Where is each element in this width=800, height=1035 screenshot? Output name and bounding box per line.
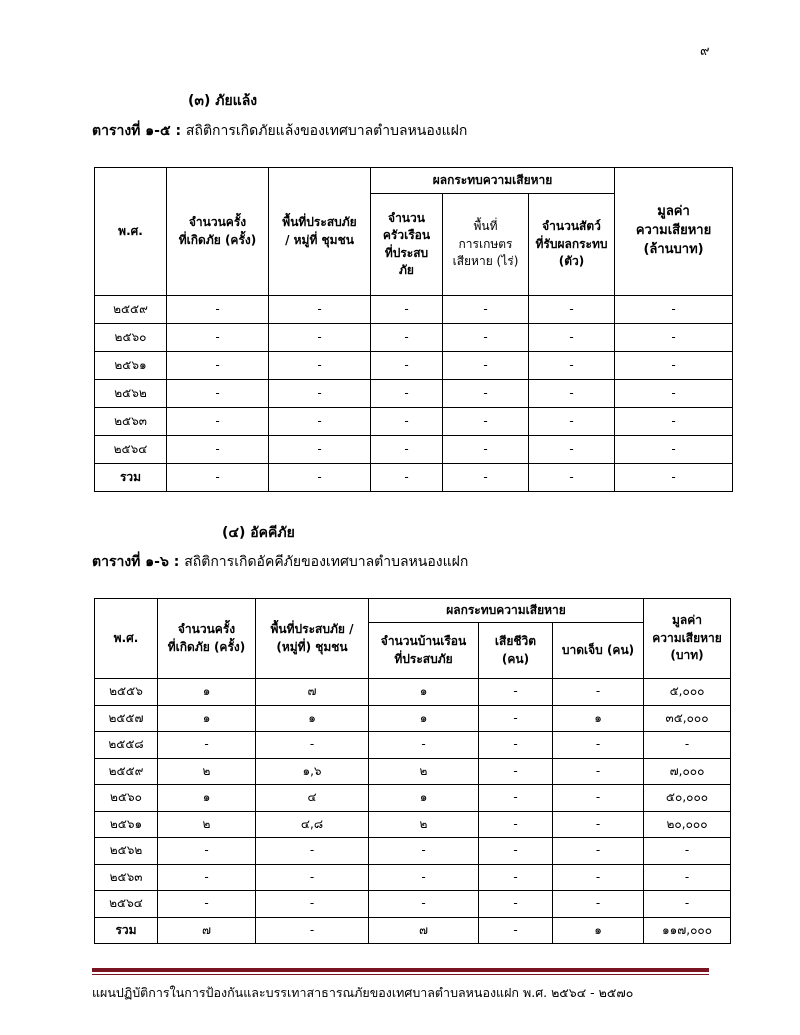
table-cell: - [529,380,615,408]
table-cell: - [167,380,269,408]
year-cell: ๒๕๖๔ [95,436,167,464]
table-cell: - [479,891,553,918]
table-cell: - [371,380,443,408]
header-households-line4: ภัย [399,262,414,277]
table-row [95,296,733,324]
table-cell: ๑๑๗,๐๐๐ [644,917,731,944]
table-cell: ๒ [369,758,479,785]
table-cell: - [529,408,615,436]
table-cell: - [158,891,256,918]
table-cell: - [529,296,615,324]
drought-table [94,167,733,492]
header-area [256,599,369,679]
header-farmland-line2: การเกษตร [458,236,513,251]
table-cell: ๗ [158,917,256,944]
table-cell: - [443,408,529,436]
header-year: พ.ศ. [95,599,158,679]
header-households-line2: ครัวเรือน [382,228,431,243]
year-cell: รวม [95,917,158,944]
table-row [95,705,731,732]
table-cell: - [158,838,256,865]
header-households-line1: จำนวน [388,210,425,225]
table-cell: - [256,864,369,891]
header-deaths-line2: (คน) [501,651,530,666]
table-cell: - [369,838,479,865]
header-area [269,168,371,296]
table-cell: - [369,732,479,759]
table-cell: ๑ [158,679,256,706]
table-cell: - [167,436,269,464]
table-row [95,408,733,436]
table-cell: - [529,324,615,352]
header-area-line1: พื้นที่ประสบภัย / [270,622,354,637]
table-cell: - [167,352,269,380]
year-cell: ๒๕๖๔ [95,891,158,918]
year-cell: ๒๕๕๖ [95,679,158,706]
table-cell: - [553,758,644,785]
table-cell: - [167,464,269,492]
table-cell: - [615,436,733,464]
header-farmland [443,194,529,296]
header-injured: บาดเจ็บ (คน) [553,623,644,679]
year-cell: รวม [95,464,167,492]
table-cell: - [158,732,256,759]
header-value [644,599,731,679]
header-year: พ.ศ. [95,168,167,296]
table-cell: - [167,324,269,352]
table-row [95,464,733,492]
table-row [95,891,731,918]
table-row [95,380,733,408]
table-caption-drought [92,120,467,142]
footer-rule [92,968,709,975]
header-value-line3: (ล้านบาท) [643,241,704,257]
table-row [95,838,731,865]
table-cell: - [479,679,553,706]
header-impact: ผลกระทบความเสียหาย [369,599,644,623]
header-area-line2: (หมู่ที่) ชุมชน [276,639,348,654]
header-houses-line2: ที่ประสบภัย [394,651,453,666]
table-cell: - [615,408,733,436]
header-value-line1: มูลค่า [657,204,690,220]
year-cell: ๒๕๖๒ [95,838,158,865]
table-cell: ๑ [158,785,256,812]
header-deaths [479,623,553,679]
year-cell: ๒๕๖๑ [95,352,167,380]
table-cell: - [553,732,644,759]
table-row [95,917,731,944]
table-cell: - [479,864,553,891]
header-houses [369,623,479,679]
table-cell: - [369,891,479,918]
table-cell: ๕๐,๐๐๐ [644,785,731,812]
table-cell: - [443,380,529,408]
footer-text: แผนปฏิบัติการในการป้องกันและบรรเทาสาธารณภัยของเทศบาลตำบลหนองแฝก พ.ศ. ๒๕๖๔ - ๒๕๗๐ [92,985,634,1000]
table-cell: - [371,324,443,352]
year-cell: ๒๕๕๗ [95,705,158,732]
year-cell: ๒๕๕๙ [95,296,167,324]
table-cell: ๗ [256,679,369,706]
year-cell: ๒๕๖๐ [95,785,158,812]
table-cell: - [615,296,733,324]
table-cell: - [269,380,371,408]
table-cell: - [553,891,644,918]
table-row [95,758,731,785]
table-cell: - [644,838,731,865]
table-cell: ๑ [369,785,479,812]
table-cell: - [369,864,479,891]
table-cell: - [167,408,269,436]
table-cell: ๒ [369,811,479,838]
header-houses-line1: จำนวนบ้านเรือน [380,634,467,649]
table-cell: - [479,785,553,812]
table-cell: - [167,296,269,324]
fire-table-body [95,679,731,944]
header-animals-line2: ที่รับผลกระทบ [535,236,608,251]
section-heading-drought: (๓) ภัยแล้ง [188,93,258,109]
table-cell: ๑ [553,705,644,732]
header-value-line2: ความเสียหาย [652,630,722,645]
table-cell: - [479,838,553,865]
year-cell: ๒๕๖๑ [95,811,158,838]
table-cell: - [256,891,369,918]
table-cell: ๒ [158,811,256,838]
table-cell: - [443,296,529,324]
table-cell: - [443,436,529,464]
year-cell: ๒๕๖๐ [95,324,167,352]
table-cell: - [269,464,371,492]
header-value-line1: มูลค่า [672,613,703,628]
table-row [95,864,731,891]
table-cell: ๗,๐๐๐ [644,758,731,785]
table-row [95,679,731,706]
table-caption-label: ตารางที่ ๑-๖ : [92,554,180,570]
year-cell: ๒๕๖๒ [95,380,167,408]
table-row [95,785,731,812]
table-cell: ๑ [158,705,256,732]
table-cell: ๑,๖ [256,758,369,785]
header-area-line1: พื้นที่ประสบภัย [282,215,357,230]
header-count-line2: ที่เกิดภัย (ครั้ง) [167,639,246,654]
table-cell: - [615,324,733,352]
year-cell: ๒๕๖๓ [95,408,167,436]
table-cell: ๑ [369,705,479,732]
table-cell: - [269,408,371,436]
table-cell: - [443,464,529,492]
table-cell: - [615,352,733,380]
table-row [95,352,733,380]
table-cell: - [644,891,731,918]
table-cell: - [371,464,443,492]
table-cell: ๑ [553,917,644,944]
table-cell: - [371,436,443,464]
header-area-line2: / หมู่ที่ ชุมชน [285,232,354,247]
table-cell: - [443,324,529,352]
header-count-line1: จำนวนครั้ง [188,215,247,230]
table-cell: - [443,352,529,380]
table-cell: - [553,864,644,891]
table-cell: - [479,917,553,944]
table-cell: - [269,352,371,380]
table-cell: - [371,296,443,324]
table-cell: - [479,811,553,838]
year-cell: ๒๕๖๓ [95,864,158,891]
header-count [158,599,256,679]
table-caption-fire [92,551,468,573]
table-cell: ๕,๐๐๐ [644,679,731,706]
header-animals [529,194,615,296]
section-heading-fire: (๔) อัคคีภัย [222,525,295,541]
header-count-line2: ที่เกิดภัย (ครั้ง) [178,232,257,247]
table-cell: - [269,296,371,324]
table-cell: - [615,380,733,408]
header-count [167,168,269,296]
table-cell: - [479,758,553,785]
drought-table-body [95,296,733,492]
table-cell: ๑ [369,679,479,706]
table-caption-text: สถิติการเกิดอัคคีภัยของเทศบาลตำบลหนองแฝก [184,554,469,570]
header-farmland-line1: พื้นที่ [473,219,498,234]
table-cell: - [256,732,369,759]
table-cell: ๒ [158,758,256,785]
table-cell: - [553,785,644,812]
table-cell: ๔,๘ [256,811,369,838]
table-row [95,811,731,838]
table-row [95,324,733,352]
table-cell: - [529,436,615,464]
year-cell: ๒๕๕๘ [95,732,158,759]
header-animals-line3: (ตัว) [558,254,585,269]
table-cell: - [371,408,443,436]
table-cell: - [553,811,644,838]
header-value-line2: ความเสียหาย [635,223,712,239]
header-deaths-line1: เสียชีวิต [494,634,537,649]
table-caption-text: สถิติการเกิดภัยแล้งของเทศบาลตำบลหนองแฝก [185,123,468,139]
header-households-line3: ที่ประสบ [384,245,429,260]
header-farmland-line3: เสียหาย (ไร่) [452,254,519,269]
table-cell: - [529,352,615,380]
table-cell: ๓๕,๐๐๐ [644,705,731,732]
table-cell: - [553,679,644,706]
table-cell: - [615,464,733,492]
table-cell: - [256,917,369,944]
header-animals-line1: จำนวนสัตว์ [542,219,601,234]
table-cell: ๔ [256,785,369,812]
table-cell: ๒๐,๐๐๐ [644,811,731,838]
table-cell: - [553,838,644,865]
header-value [615,168,733,296]
table-cell: - [529,464,615,492]
table-caption-label: ตารางที่ ๑-๕ : [92,123,182,139]
table-cell: - [371,352,443,380]
year-cell: ๒๕๕๙ [95,758,158,785]
page-number: ๙ [700,44,710,59]
fire-table [94,598,731,944]
table-cell: - [644,864,731,891]
table-row [95,732,731,759]
header-count-line1: จำนวนครั้ง [177,622,236,637]
table-cell: - [479,732,553,759]
table-cell: - [158,864,256,891]
header-impact: ผลกระทบความเสียหาย [371,168,615,194]
table-cell: ๑ [256,705,369,732]
table-cell: - [256,838,369,865]
table-row [95,436,733,464]
table-cell: - [644,732,731,759]
table-cell: - [479,705,553,732]
table-cell: ๗ [369,917,479,944]
header-value-line3: (บาท) [670,648,704,663]
table-cell: - [269,324,371,352]
table-cell: - [269,436,371,464]
header-households [371,194,443,296]
